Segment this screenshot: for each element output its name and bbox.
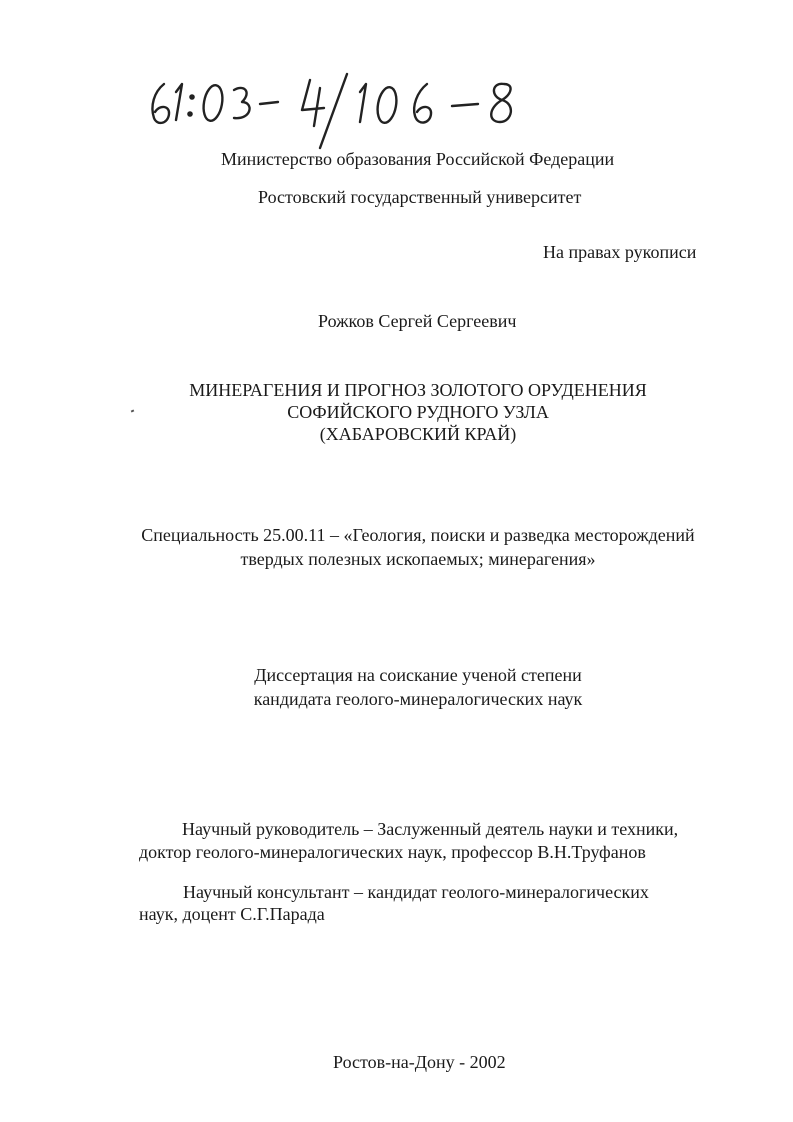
university-name: Ростовский государственный университет	[258, 187, 582, 207]
degree-line: Диссертация на соискание ученой степени	[254, 665, 582, 685]
handwritten-catalog-code	[142, 70, 542, 150]
specialty-block	[0, 523, 793, 571]
title-line: МИНЕРАГЕНИЯ И ПРОГНОЗ ЗОЛОТОГО ОРУДЕНЕНИЯ	[189, 380, 647, 400]
degree-line: кандидата геолого-минералогических наук	[253, 689, 583, 709]
supervisor-line: Научный руководитель – Заслуженный деятель науки и техники,	[182, 819, 679, 839]
manuscript-rights-note: На правах рукописи	[543, 242, 697, 262]
consultant-line: Научный консультант – кандидат геолого-минералогических	[183, 882, 649, 902]
specialty-line: твердых полезных ископаемых; минерагения»	[240, 549, 596, 569]
specialty-line: Специальность 25.00.11 – «Геология, поиски и разведка месторождений	[141, 525, 695, 545]
handwritten-code-drawing	[142, 70, 542, 150]
degree-statement	[0, 663, 793, 711]
supervisor-line: доктор геолого-минералогических наук, профессор В.Н.Труфанов	[139, 842, 646, 862]
title-line: (ХАБАРОВСКИЙ КРАЙ)	[319, 424, 517, 444]
ministry-name: Министерство образования Российской Федерации	[221, 149, 615, 169]
title-line: СОФИЙСКОГО РУДНОГО УЗЛА	[287, 402, 549, 422]
consultant-line: наук, доцент С.Г.Парада	[139, 904, 325, 924]
dissertation-title	[0, 379, 793, 445]
city-and-year: Ростов-на-Дону - 2002	[333, 1052, 506, 1072]
author-name: Рожков Сергей Сергеевич	[318, 311, 517, 331]
